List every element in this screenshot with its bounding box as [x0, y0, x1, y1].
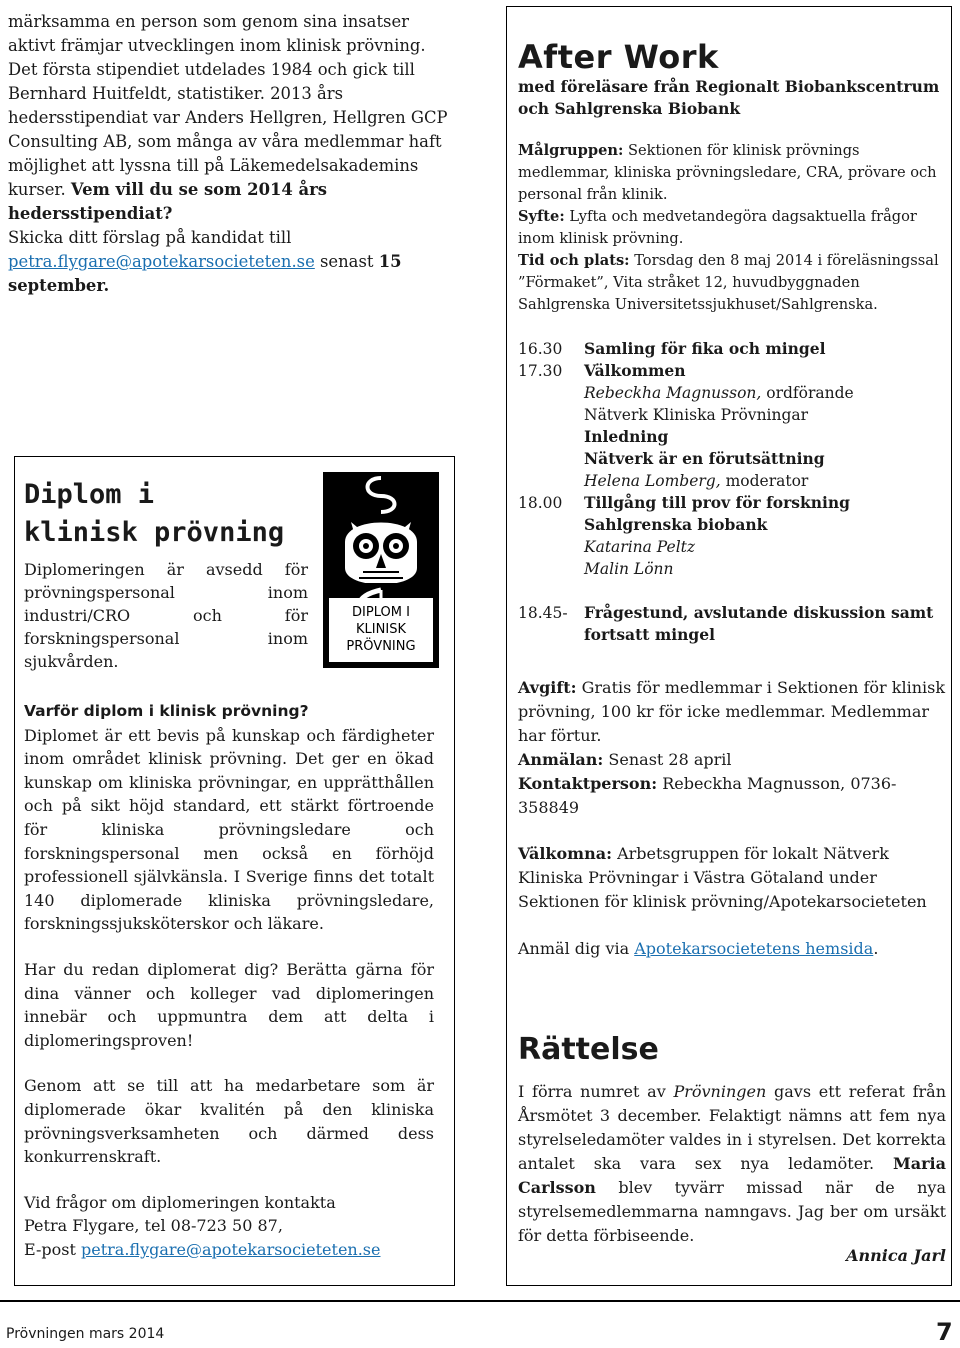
program-item: Sahlgrenska biobank: [584, 515, 768, 534]
program-item: Samling för fika och mingel: [584, 339, 826, 358]
target-label: Målgruppen:: [518, 142, 624, 159]
diploma-lead: Diplomeringen är avsedd för prövningspersonal inom industri/CRO och för forskningspersonal inom sjukvården.: [24, 560, 308, 671]
correction-title: Rättelse: [518, 1032, 659, 1067]
suggest-date: 15 september.: [8, 252, 402, 295]
target-text: Sektionen för klinisk prövnings medlemmar, kliniska prövningsledare, CRA, prövare och personal från klinik.: [518, 142, 937, 203]
diploma-paragraph: Har du redan diplomerat dig? Berätta gärna för dina vänner och kolleger vad diplomeringen innebär och uppmuntra dem att delta i diplomeringsproven!: [24, 959, 434, 1050]
diploma-title: Diplom i klinisk prövning: [24, 479, 285, 548]
diploma-body: [24, 700, 434, 1261]
correction-body: I förra numret av Prövningen gavs ett referat från Årsmötet 3 december. Felaktigt nämns att fem nya styrelseledamöter valdes in i styrelsen. Det korrekta antalet ska vara sex nya ledamöter. Maria Carlsson blev tyvärr missad när de nya styrelsemedlemmarna namngavs. Jag ber om ursäkt för detta förbiseende.: [518, 1082, 947, 1245]
program-row: [518, 338, 948, 360]
society-website-link[interactable]: Apotekarsocietetens hemsida: [634, 939, 874, 958]
after-work-header: [518, 38, 948, 120]
correction-signature: Annica Jarl: [846, 1246, 946, 1265]
welcome-label: Välkomna:: [518, 844, 612, 863]
program-time: 16.30: [518, 340, 563, 358]
program-item: Nätverk Kliniska Prövningar: [584, 406, 809, 424]
program-row: [518, 492, 948, 514]
program-row: [518, 470, 948, 492]
intro-question: Vem vill du se som 2014 års hedersstipendiat?: [8, 180, 327, 223]
suggest-prefix: Skicka ditt förslag på kandidat till: [8, 228, 292, 247]
register-text: Anmäl dig via Apotekarsocietetens hemsida.: [518, 939, 879, 958]
after-work-info: [518, 140, 948, 316]
time-place: [518, 250, 948, 316]
diploma-contact: Vid frågor om diplomeringen kontakta Petra Flygare, tel 08-723 50 87, E-post petra.flygare@apotekarsocieteten.se: [24, 1192, 381, 1259]
program-time: 18.45-: [518, 604, 568, 622]
program-row: [518, 514, 948, 536]
diploma-email-link[interactable]: petra.flygare@apotekarsocieteten.se: [81, 1239, 381, 1259]
suggest-text: [8, 226, 454, 298]
fee-block: [518, 676, 948, 820]
after-work-title: After Work: [518, 38, 719, 76]
fee: Avgift: Gratis för medlemmar i Sektionen för klinisk prövning, 100 kr för icke medlemmar. Medlemmar har förtur.: [518, 678, 946, 745]
page-number: 7: [936, 1318, 953, 1346]
program-row: [518, 536, 948, 558]
program-speaker: Malin Lönn: [584, 560, 674, 578]
program-row: [518, 382, 948, 404]
diploma-question: Varför diplom i klinisk prövning?: [24, 702, 309, 720]
after-work-subtitle: med föreläsare från Regionalt Biobankscentrum och Sahlgrenska Biobank: [518, 77, 940, 118]
program-row: [518, 426, 948, 448]
diploma-logo: [323, 472, 439, 668]
program-row: [518, 404, 948, 426]
target-group: [518, 140, 948, 206]
welcome-body: Arbetsgruppen för lokalt Nätverk Kliniska Prövningar i Västra Götaland under Sektionen för klinisk prövning/Apotekarsocieteten: [518, 844, 927, 911]
logo-text-line1: DIPLOM I: [352, 605, 410, 620]
purpose: [518, 206, 948, 250]
time-place-label: Tid och plats:: [518, 252, 630, 269]
logo-text-line3: PRÖVNING: [346, 639, 416, 654]
program-item: Välkommen: [584, 361, 686, 380]
intro-body: märksamma en person som genom sina insatser aktivt främjar utvecklingen inom klinisk prövning. Det första stipendiet utdelades 1984 och gick till Bernhard Huitfeldt, statistiker. 2013 års hedersstipendiat var Anders Hellgren, Hellgren GCP Consulting AB, som många av våra medlemmar haft möjlighet att lyssna till på Läkemedelsakademins kurser.: [8, 12, 448, 199]
program-row: [518, 360, 948, 382]
program-item: Frågestund, avslutande diskussion samt fortsatt mingel: [584, 603, 934, 644]
program-row: [518, 558, 948, 580]
program-row: [518, 602, 948, 646]
correction-name: Maria Carlsson: [518, 1154, 946, 1197]
contact: Kontaktperson: Rebeckha Magnusson, 0736-358849: [518, 774, 897, 817]
time-place-text: Torsdag den 8 maj 2014 i föreläsningssal ”Förmaket”, Vita stråket 12, huvudbyggnaden Sahlgrenska Universitetssjukhuset/Sahlgrenska.: [518, 252, 939, 313]
program-schedule: [518, 338, 948, 646]
program-item: Nätverk är en förutsättning: [584, 449, 825, 468]
welcome-text: [518, 842, 948, 914]
intro-text: [8, 10, 454, 226]
purpose-label: Syfte:: [518, 208, 565, 225]
program-speaker: Katarina Peltz: [584, 538, 696, 556]
footer-rule: [0, 1300, 960, 1302]
purpose-text: Lyfta och medvetandegöra dagsaktuella frågor inom klinisk prövning.: [518, 208, 917, 247]
registration: Anmälan: Senast 28 april: [518, 750, 732, 769]
program-item: Tillgång till prov för forskning: [584, 493, 851, 512]
program-time: 18.00: [518, 494, 563, 512]
diploma-paragraph: Genom att se till att ha medarbetare som är diplomerade ökar kvalitén på den kliniska prövningsverksamheten och därmed dess konkurrenskraft.: [24, 1076, 434, 1167]
program-time: 17.30: [518, 362, 563, 380]
program-row: [518, 448, 948, 470]
suggest-email-link[interactable]: petra.flygare@apotekarsocieteten.se: [8, 252, 315, 271]
diploma-paragraph: Diplomet är ett bevis på kunskap och färdigheter inom området klinisk prövning. Det ger en ökad kunskap om kliniska prövningar, en upprätthållen och på sikt höjd standard, ett stärkt förtroende för kliniska prövningsledare och forskningspersonal men också en förhöjd professionell självkänsla. I Sverige finns det totalt 140 diplomerade kliniska prövningsledare, forskningssjuksköterskor och läkare.: [24, 725, 434, 934]
program-speaker: Rebeckha Magnusson, ordförande: [584, 384, 854, 402]
program-item: Inledning: [584, 427, 669, 446]
suggest-suffix: senast: [320, 252, 374, 271]
footer-publication: Prövningen mars 2014: [6, 1326, 165, 1342]
program-speaker: Helena Lomberg, moderator: [584, 472, 809, 490]
logo-text-line2: KLINISK: [356, 622, 406, 637]
